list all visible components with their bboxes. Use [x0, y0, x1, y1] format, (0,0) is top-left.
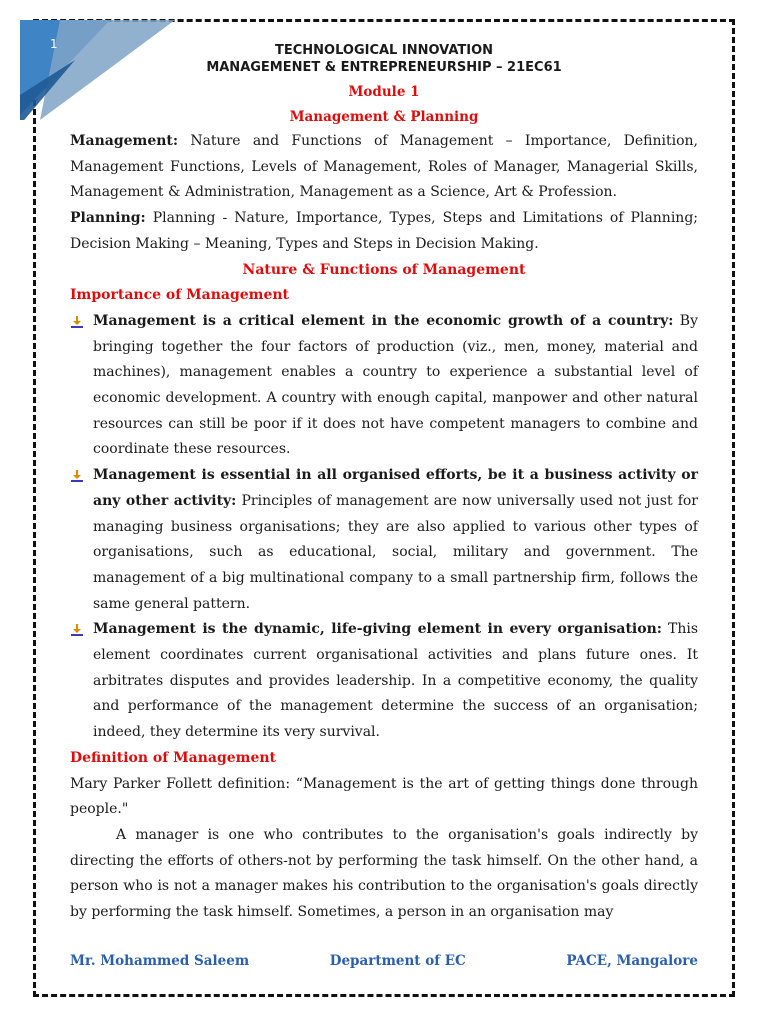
bullet-1-text: By bringing together the four factors of production (viz., men, money, material and machines), management enables a country to experience a substantial level of economic development. A country with enough capital, manpower and other natural resources can still be poor if it does not have competent managers to combine and coordinate these resources.	[93, 312, 698, 458]
footer-author: Mr. Mohammed Saleem	[70, 953, 250, 969]
importance-bullet-3	[70, 617, 698, 746]
module-heading: Module 1	[348, 84, 420, 100]
page-number: 1	[50, 37, 58, 51]
syllabus-planning	[70, 206, 698, 257]
bullet-3-text: This element coordinates current organisational activities and plans future ones. It arbitrates disputes and provides leadership. In a competitive economy, the quality and performance of the management determine the success of an organisation; indeed, they determine its very survival.	[93, 621, 698, 741]
planning-label: Planning:	[70, 210, 146, 227]
module-title: Management & Planning	[289, 109, 479, 125]
management-text: Nature and Functions of Management – Importance, Definition, Management Functions, Levels of Management, Roles of Manager, Managerial Skills, Management & Administration, Management as a Science, Art & Profession.	[70, 133, 698, 201]
page-content	[70, 42, 698, 926]
syllabus-management	[70, 129, 698, 206]
bullet-3-bold: Management is the dynamic, life-giving element in every organisation:	[93, 621, 662, 638]
definition-heading: Definition of Management	[70, 749, 277, 766]
footer-department: Department of EC	[329, 953, 466, 969]
bullet-arrow-icon	[70, 315, 84, 329]
bullet-arrow-icon	[70, 469, 84, 483]
planning-text: Planning - Nature, Importance, Types, Steps and Limitations of Planning; Decision Making – Meaning, Types and Steps in Decision Making.	[70, 210, 698, 252]
bullet-1-bold: Management is a critical element in the economic growth of a country:	[93, 312, 674, 329]
nature-heading: Nature & Functions of Management	[242, 261, 526, 278]
bullet-2-text: Principles of management are now universally used not just for managing business organisations; they are also applied to various other types of organisations, such as educational, social, military and government. The management of a big multinational company to a small partnership firm, follows the same general pattern.	[93, 492, 698, 612]
importance-bullet-1	[70, 309, 698, 463]
page-footer	[70, 953, 698, 969]
importance-heading: Importance of Management	[70, 287, 290, 304]
follett-definition: Mary Parker Follett definition: “Management is the art of getting things done through people."	[70, 775, 698, 818]
manager-paragraph: A manager is one who contributes to the organisation's goals indirectly by directing the efforts of others-not by performing the task himself. On the other hand, a person who is not a manager makes his contribution to the organisation's goals directly by performing the task himself. Sometimes, a person in an organisation may	[70, 826, 698, 921]
importance-bullet-2	[70, 463, 698, 617]
management-label: Management:	[70, 133, 179, 149]
course-title-line2: MANAGEMENET & ENTREPRENEURSHIP – 21EC61	[206, 60, 562, 75]
bullet-arrow-icon	[70, 623, 84, 637]
course-title-line1: TECHNOLOGICAL INNOVATION	[274, 43, 494, 58]
bullet-2-bold: Management is essential in all organised efforts, be it a business activity or any other activity:	[93, 467, 698, 509]
footer-institution: PACE, Mangalore	[566, 953, 698, 969]
